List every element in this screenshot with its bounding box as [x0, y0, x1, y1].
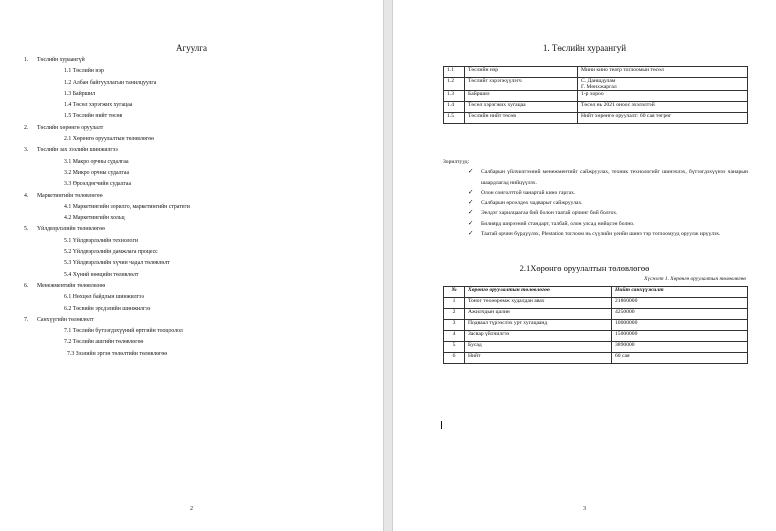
checkmark-icon: ✓: [468, 219, 474, 227]
requirement-item: [468, 167, 748, 188]
row-number: 1: [444, 298, 465, 309]
row-item: Подваал түрээслэх урт хугацаанд: [465, 320, 612, 331]
requirement-item: [468, 229, 748, 239]
checkmark-icon: ✓: [468, 230, 474, 238]
toc-text: 3.3 Өрсөлдөгчийн судалгаа: [64, 181, 132, 188]
table-of-contents: [24, 55, 364, 360]
toc-section[interactable]: [24, 349, 364, 360]
toc-text: 3.2 Микро орчны судалгаа: [64, 169, 130, 176]
row-amount: 21860000: [612, 298, 748, 309]
toc-text: 4.2 Маркетингийн хольц: [64, 215, 125, 222]
toc-text: 5.1 Үйлдвэрлэлийн технологи: [64, 237, 138, 244]
requirement-text: Салбарын өрсөлдөх чадварыг сайжруулах.: [481, 200, 583, 207]
row-value: Нийт хөрөнгө оруулалт: 60 сая төгрөг: [578, 113, 748, 124]
toc-section[interactable]: [24, 179, 364, 190]
requirement-text: Салбарын үйлчилгээний менежментийг сайжруулах, техник технологийг шинэчлэх, бүтээгдэхүүнээ чанарын шаардлагад нийцүүлэх.: [481, 169, 748, 186]
row-label: Байршил: [465, 91, 578, 102]
toc-text: 5.4 Хүний нөөцийн төлөвлөлт: [64, 271, 139, 278]
row-item: Засвар үйлчилгээ: [465, 331, 612, 342]
toc-chapter[interactable]: [24, 55, 364, 66]
text-cursor: [441, 421, 442, 429]
toc-text: 5.2 Үйлдвэрлэлийн дамжлага процесс: [64, 249, 158, 256]
toc-section[interactable]: [24, 213, 364, 224]
row-number: 4: [444, 331, 465, 342]
column-header: Хөрөнгө оруулалтын төлөвлөгөө: [465, 287, 612, 298]
requirement-item: [468, 198, 748, 208]
requirements-list: [443, 167, 748, 239]
toc-text: 1.3 Байршил: [64, 90, 96, 97]
checkmark-icon: ✓: [468, 188, 474, 196]
toc-section[interactable]: [24, 236, 364, 247]
toc-section[interactable]: [24, 258, 364, 269]
checkmark-icon: ✓: [468, 168, 474, 176]
toc-text: 7.1 Төслийн бүтээгдэхүүний өртгийн тооцоолол: [64, 328, 183, 335]
row-number: 1.2: [444, 78, 465, 91]
row-label: Төсөл хэрэгжих хугацаа: [465, 102, 578, 113]
row-value: 1-р хороо: [578, 91, 748, 102]
toc-text: Санхүүгийн төлөвлөлт: [37, 316, 94, 323]
row-number: 1.1: [444, 67, 465, 78]
table-row: [444, 91, 748, 102]
project-summary-table: [443, 66, 748, 124]
toc-text: 1.5 Төслийн нийт төсөв: [64, 113, 123, 120]
requirement-text: Таатай орчин бүрдүүлэх, Plestation тоглоом нь сүүлийн үеийн шинэ тэр тоглоомууд оруулж ирүүлэх.: [481, 231, 721, 238]
row-amount: 15000000: [612, 331, 748, 342]
row-number: 1.4: [444, 102, 465, 113]
toc-text: 7.2 Төслийн ашгийн төлөвлөгөө: [64, 339, 144, 346]
requirements-section: [443, 157, 748, 239]
row-number: 2: [444, 309, 465, 320]
toc-section[interactable]: [24, 304, 364, 315]
toc-chapter[interactable]: [24, 123, 364, 134]
row-item: Тоног төхөөрөмж худалдан авах: [465, 298, 612, 309]
requirement-text: Олон сонголттой чанартай кино гаргах.: [481, 189, 576, 196]
row-number: 1.5: [444, 113, 465, 124]
toc-text: 1.2 Албан байгууллагын танилцуулга: [64, 79, 157, 86]
subsection-heading: 2.1Хөрөнгө оруулалтын төлөвлөгөө: [519, 263, 650, 273]
toc-chapter[interactable]: [24, 191, 364, 202]
toc-section[interactable]: [24, 247, 364, 258]
column-header: Нийт санхүүжилт: [612, 287, 748, 298]
toc-chapter[interactable]: [24, 315, 364, 326]
row-item: Нийт: [465, 353, 612, 364]
toc-section[interactable]: [24, 157, 364, 168]
toc-section[interactable]: [24, 292, 364, 303]
toc-text: Менежментийн төлөвлөлөө: [37, 282, 106, 289]
toc-text: Төслийн зах зээлийн шинжилгээ: [37, 147, 118, 154]
row-label: Төслийн нэр: [465, 67, 578, 78]
table-row: [444, 353, 748, 364]
toc-text: 2.1 Хөрөнгө оруулалтын төлөвлөгөө: [64, 136, 154, 143]
toc-text: Төслийн хөрөнгө оруулалт: [37, 124, 104, 131]
document-page-right: [393, 0, 776, 531]
table-row: [444, 78, 748, 91]
toc-section[interactable]: [24, 168, 364, 179]
toc-section[interactable]: [24, 134, 364, 145]
table-row: [444, 102, 748, 113]
row-value: С. Даншдулам Г. Мөнхжаргал: [578, 78, 748, 91]
requirement-text: Билиярд ширээний стандарт, талбай, олон улсад нийцсэн болно.: [481, 220, 635, 227]
toc-number: 5.: [24, 226, 29, 233]
toc-section[interactable]: [24, 111, 364, 122]
toc-text: 4.1 Маркетингийн зорилго, маркетингийн стратеги: [64, 203, 190, 210]
row-amount: 4250000: [612, 309, 748, 320]
row-number: 3: [444, 320, 465, 331]
row-number: 5: [444, 342, 465, 353]
table-row: [444, 67, 748, 78]
requirement-item: [468, 188, 748, 198]
row-value: Мини кино театр тоглоомын төсөл: [578, 67, 748, 78]
row-number: 6: [444, 353, 465, 364]
requirement-item: [468, 208, 748, 218]
toc-section[interactable]: [24, 337, 364, 348]
row-amount: 60 сая: [612, 353, 748, 364]
toc-title: Агуулга: [176, 43, 207, 53]
toc-text: Үйлдвэрлэлийн төлөвлөгөө: [37, 226, 105, 233]
requirement-text: Эелдэг харилцаагаа бий болон таатай орчинг бий болгох.: [481, 210, 618, 217]
table-caption: Хүснэгт 1. Хөрөнгө оруулалтын төлөвлөгөө: [644, 276, 746, 282]
toc-text: Төслийн хураангүй: [37, 57, 85, 63]
toc-text: 1.4 Төсөл хэрэгжих хугацаа: [64, 102, 133, 109]
column-header: №: [444, 287, 465, 298]
table-row: [444, 309, 748, 320]
toc-chapter[interactable]: [24, 145, 364, 156]
toc-text: 6.1 Нөхцөл байдлын шинжилгээ: [64, 294, 144, 301]
toc-text: Маркетингийн төлөвлөгөө: [37, 192, 103, 199]
page-gutter: [383, 0, 393, 531]
row-label: Төслийн нийт төсөв: [465, 113, 578, 124]
checkmark-icon: ✓: [468, 199, 474, 207]
toc-section[interactable]: [24, 202, 364, 213]
table-row: [444, 342, 748, 353]
investment-plan-table: [443, 286, 748, 364]
toc-number: 2.: [24, 124, 29, 131]
table-row: [444, 298, 748, 309]
toc-text: 3.1 Макро орчны судалгаа: [64, 158, 129, 165]
toc-number: 6.: [24, 282, 29, 289]
toc-text: 5.3 Үйлдвэрлэлийн хүчин чадал төлөвлөлт: [64, 260, 170, 267]
row-value: Төсөл нь 2021 оноос эхэлэлтэй: [578, 102, 748, 113]
toc-number: 7.: [24, 316, 29, 323]
toc-section[interactable]: [24, 100, 364, 111]
page-number: 2: [190, 506, 193, 512]
row-amount: 10000000: [612, 320, 748, 331]
toc-section[interactable]: [24, 270, 364, 281]
table-row: [444, 320, 748, 331]
table-row: [444, 113, 748, 124]
checkmark-icon: ✓: [468, 209, 474, 217]
toc-chapter[interactable]: [24, 224, 364, 235]
requirement-item: [468, 219, 748, 229]
row-item: Ажилчдын цалин: [465, 309, 612, 320]
toc-number: 4.: [24, 192, 29, 199]
row-item: Бусад: [465, 342, 612, 353]
toc-text: 1.1 Төслийн нэр: [64, 68, 104, 75]
row-amount: 3890000: [612, 342, 748, 353]
document-page-left: [0, 0, 383, 531]
toc-section[interactable]: [24, 78, 364, 89]
toc-number: 1.: [24, 57, 29, 63]
toc-number: 3.: [24, 147, 29, 154]
page-number: 3: [583, 506, 586, 512]
toc-section[interactable]: [24, 66, 364, 77]
toc-text: 6.2 Төсвийн эрсдэлийн шинжилгээ: [64, 305, 151, 312]
toc-section[interactable]: [24, 89, 364, 100]
requirements-label: Зорилтууд:: [443, 159, 470, 165]
section-heading: 1. Төслийн хураангуй: [542, 43, 627, 53]
toc-chapter[interactable]: [24, 281, 364, 292]
table-row: [444, 331, 748, 342]
row-label: Төслийг хэрэгжүүлэгч: [465, 78, 578, 91]
toc-text: 7.3 Зээлийн эргэн төлөлтийн төлөвлөгөө: [67, 350, 168, 357]
row-number: 1.3: [444, 91, 465, 102]
toc-section[interactable]: [24, 326, 364, 337]
